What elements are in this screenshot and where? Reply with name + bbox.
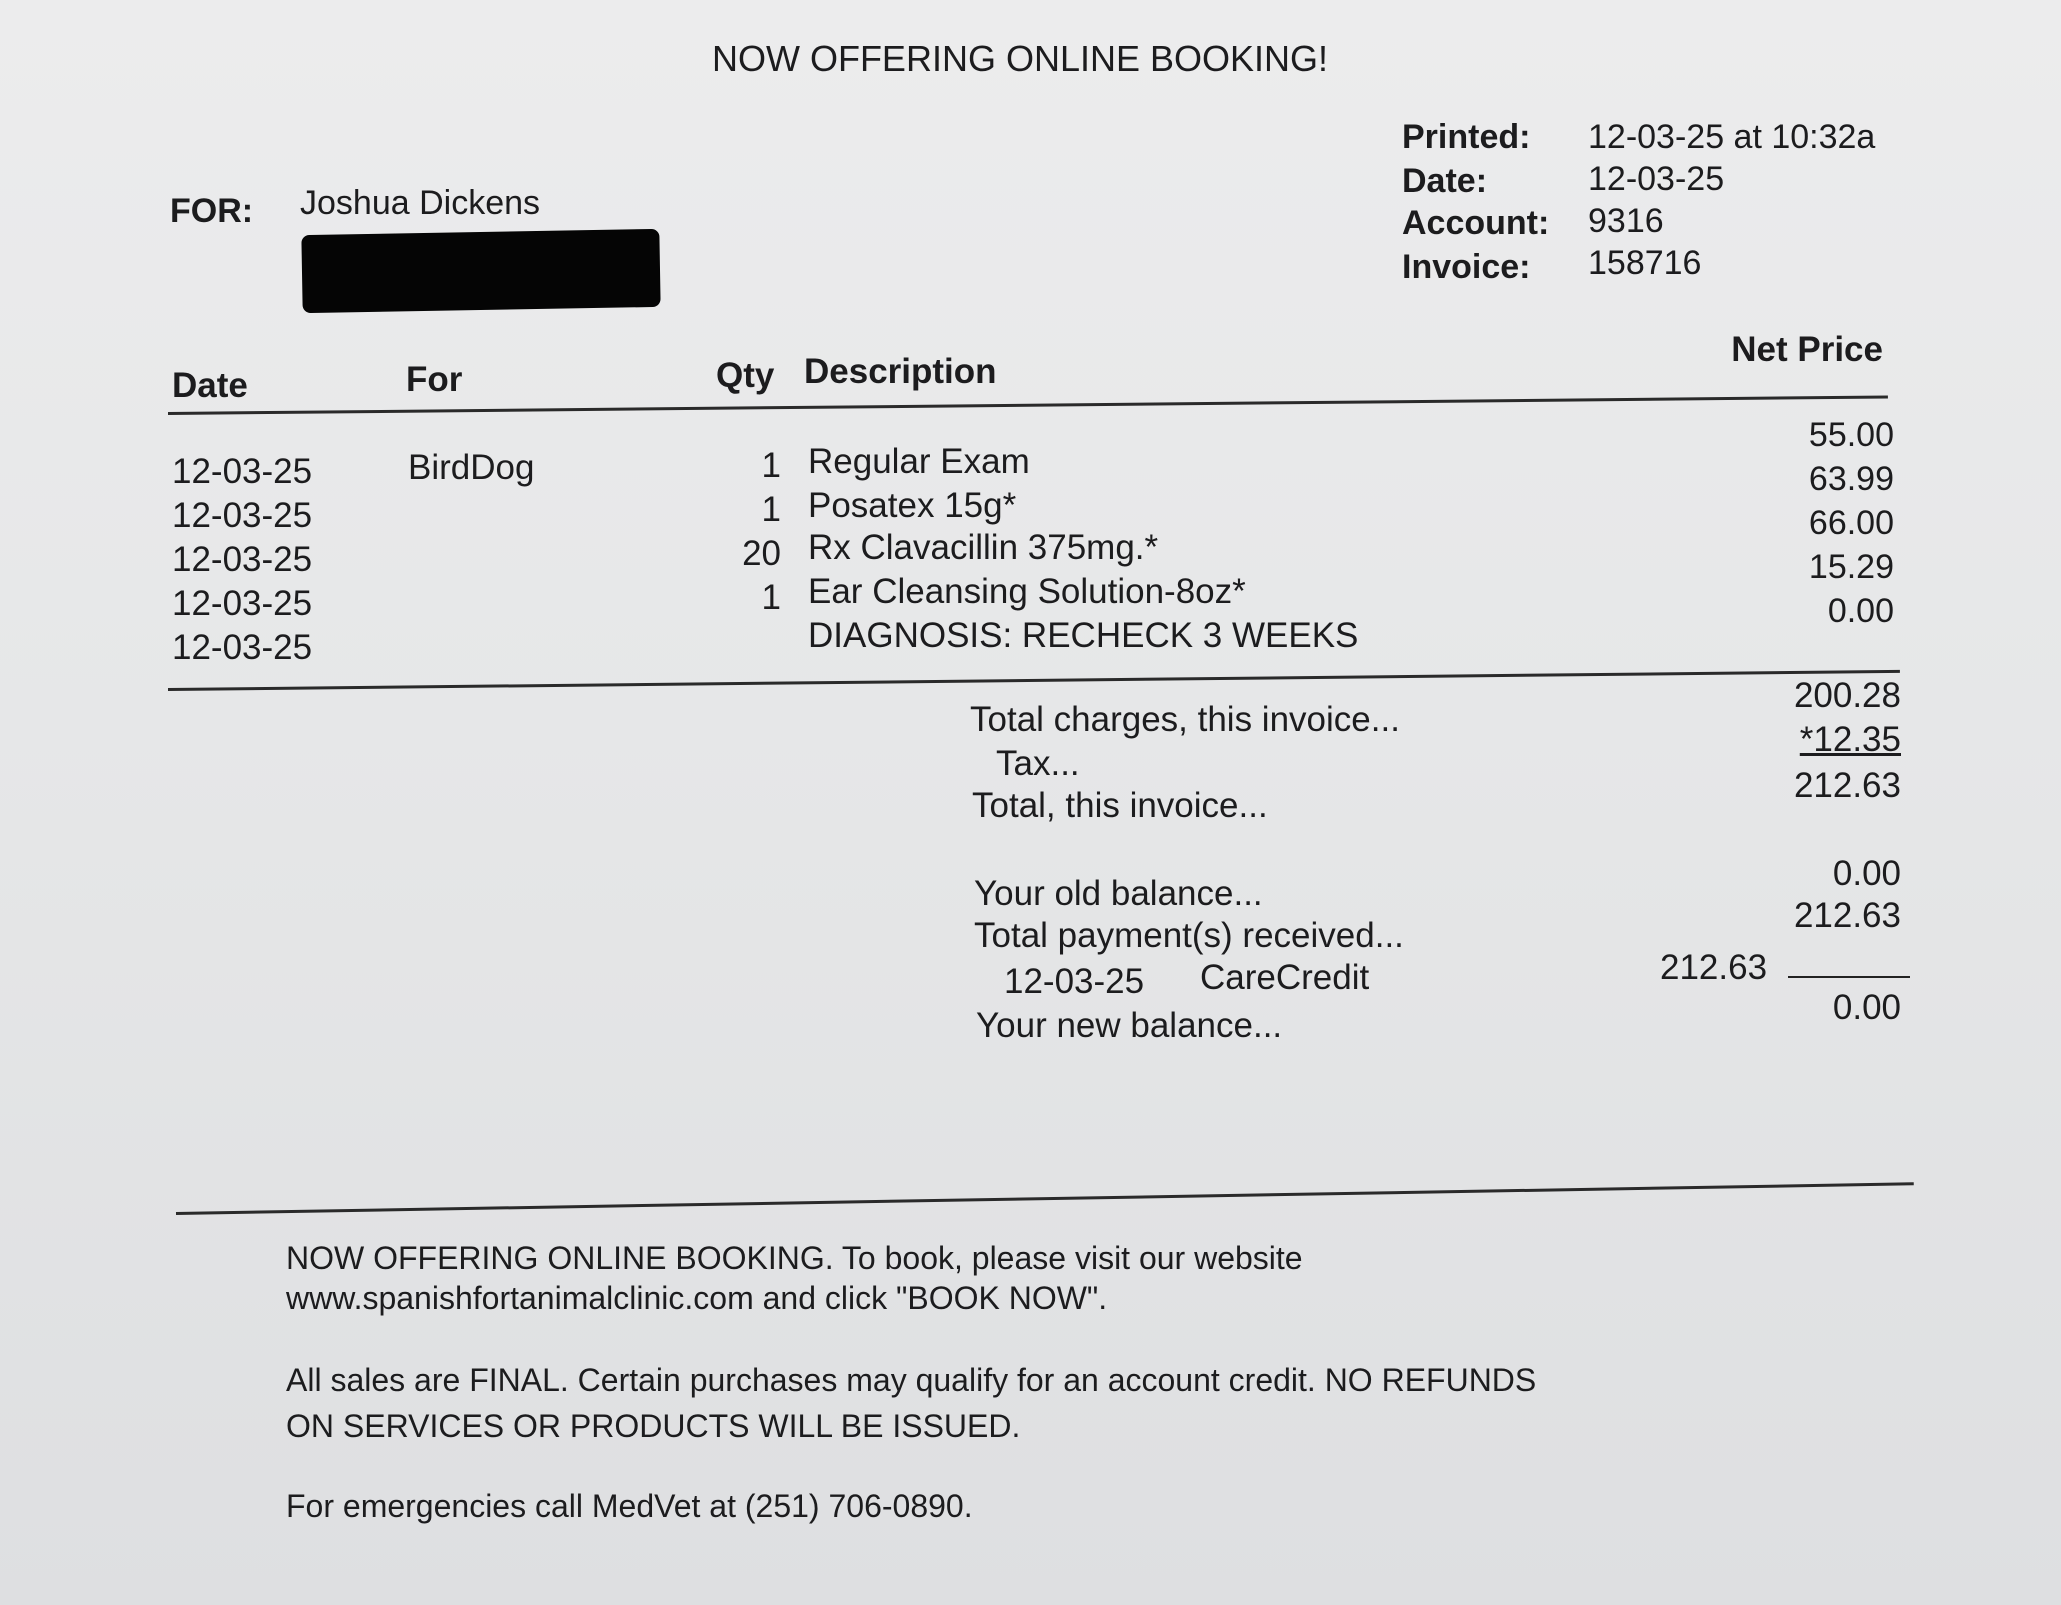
row-qty: 1 bbox=[761, 446, 781, 485]
payment-underline bbox=[1788, 976, 1910, 978]
footer-booking-line2: www.spanishfortanimalclinic.com and click "BOOK NOW". bbox=[286, 1280, 1108, 1316]
row-description: Regular Exam bbox=[808, 442, 1030, 481]
row-for: BirdDog bbox=[408, 448, 535, 487]
booking-banner: NOW OFFERING ONLINE BOOKING! bbox=[711, 38, 1329, 79]
row-qty: 1 bbox=[761, 578, 781, 617]
total-charges-value: 200.28 bbox=[1793, 676, 1901, 715]
printed-value: 12-03-25 at 10:32a bbox=[1588, 118, 1876, 156]
payments-value: 212.63 bbox=[1793, 896, 1901, 935]
payment-date: 12-03-25 bbox=[1004, 962, 1145, 1001]
old-balance-label: Your old balance... bbox=[974, 874, 1263, 913]
payments-label: Total payment(s) received... bbox=[974, 916, 1404, 955]
total-invoice-label: Total, this invoice... bbox=[972, 786, 1268, 825]
row-qty: 20 bbox=[742, 534, 781, 573]
account-label: Account: bbox=[1402, 204, 1550, 242]
payment-amount: 212.63 bbox=[1660, 948, 1768, 987]
row-qty: 1 bbox=[761, 490, 781, 529]
footer-booking-line1: NOW OFFERING ONLINE BOOKING. To book, please visit our website bbox=[286, 1240, 1303, 1276]
row-date: 12-03-25 bbox=[172, 496, 313, 535]
total-charges-label: Total charges, this invoice... bbox=[970, 700, 1400, 739]
row-date: 12-03-25 bbox=[172, 628, 313, 667]
footer-sales-line1: All sales are FINAL. Certain purchases may qualify for an account credit. NO REFUNDS bbox=[286, 1362, 1537, 1398]
new-balance-label: Your new balance... bbox=[976, 1006, 1283, 1045]
row-date: 12-03-25 bbox=[172, 584, 313, 623]
redacted-address bbox=[301, 229, 660, 313]
row-date: 12-03-25 bbox=[172, 452, 313, 491]
row-price: 66.00 bbox=[1808, 504, 1894, 542]
col-header-date: Date bbox=[172, 366, 248, 405]
col-header-net-price: Net Price bbox=[1731, 330, 1883, 369]
payment-method: CareCredit bbox=[1200, 958, 1370, 997]
footer-rule bbox=[176, 1182, 1914, 1215]
invoice-value: 158716 bbox=[1588, 244, 1702, 282]
row-price: 15.29 bbox=[1808, 548, 1894, 586]
row-description: Rx Clavacillin 375mg.* bbox=[808, 528, 1159, 567]
items-rule bbox=[168, 670, 1900, 691]
row-description: Posatex 15g* bbox=[808, 486, 1017, 525]
row-description: DIAGNOSIS: RECHECK 3 WEEKS bbox=[808, 616, 1359, 655]
tax-value: *12.35 bbox=[1799, 720, 1901, 759]
new-balance-value: 0.00 bbox=[1832, 988, 1901, 1027]
tax-label: Tax... bbox=[996, 744, 1080, 783]
customer-name: Joshua Dickens bbox=[300, 184, 541, 222]
col-header-qty: Qty bbox=[716, 356, 775, 395]
row-price: 0.00 bbox=[1827, 592, 1894, 630]
row-price: 63.99 bbox=[1808, 460, 1894, 498]
row-description: Ear Cleansing Solution-8oz* bbox=[808, 572, 1246, 611]
printed-label: Printed: bbox=[1402, 118, 1531, 156]
footer-emergency: For emergencies call MedVet at (251) 706-0890. bbox=[286, 1488, 973, 1524]
for-label: FOR: bbox=[170, 192, 254, 230]
row-date: 12-03-25 bbox=[172, 540, 313, 579]
col-header-for: For bbox=[406, 360, 463, 399]
date-label: Date: bbox=[1402, 162, 1488, 200]
invoice-label: Invoice: bbox=[1402, 248, 1531, 286]
total-invoice-value: 212.63 bbox=[1793, 766, 1901, 805]
col-header-description: Description bbox=[804, 352, 997, 391]
footer-sales-line2: ON SERVICES OR PRODUCTS WILL BE ISSUED. bbox=[286, 1408, 1021, 1444]
old-balance-value: 0.00 bbox=[1832, 854, 1901, 893]
account-value: 9316 bbox=[1588, 202, 1664, 240]
date-value: 12-03-25 bbox=[1588, 160, 1725, 198]
row-price: 55.00 bbox=[1808, 416, 1894, 454]
